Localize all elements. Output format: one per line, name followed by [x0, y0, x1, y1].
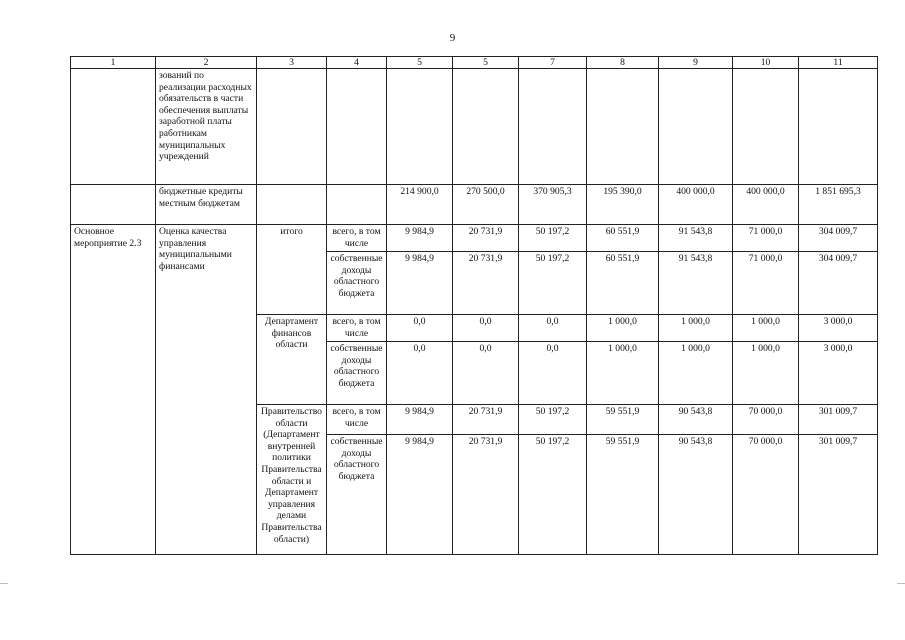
- column-header: 11: [799, 57, 878, 69]
- table-cell: [453, 69, 519, 185]
- value-cell: 71 000,0: [733, 252, 799, 315]
- value-cell: 90 543,8: [659, 435, 733, 555]
- value-cell: 0,0: [519, 342, 587, 405]
- value-cell: 20 731,9: [453, 405, 519, 435]
- table-cell: [257, 69, 327, 185]
- funding-source: собственные доходы областного бюджета: [327, 342, 387, 405]
- value-cell: 0,0: [519, 315, 587, 342]
- value-cell: 1 000,0: [733, 342, 799, 405]
- value-cell: 70 000,0: [733, 405, 799, 435]
- value-cell: 1 000,0: [659, 342, 733, 405]
- scan-edge-mark: [0, 583, 8, 584]
- column-header: 5: [453, 57, 519, 69]
- value-cell: 0,0: [387, 315, 453, 342]
- column-number-row: [71, 57, 878, 69]
- value-cell: 304 009,7: [799, 252, 878, 315]
- value-cell: 1 000,0: [587, 315, 659, 342]
- value-cell: 9 984,9: [387, 435, 453, 555]
- budget-table: [70, 56, 878, 555]
- value-cell: 91 543,8: [659, 225, 733, 252]
- value-cell: 9 984,9: [387, 225, 453, 252]
- value-cell: 0,0: [453, 315, 519, 342]
- value-cell: 59 551,9: [587, 435, 659, 555]
- value-cell: 20 731,9: [453, 435, 519, 555]
- value-cell: 400 000,0: [733, 185, 799, 225]
- table-cell: [71, 69, 156, 185]
- column-header: 3: [257, 57, 327, 69]
- table-cell: [587, 69, 659, 185]
- column-header: 1: [71, 57, 156, 69]
- value-cell: 304 009,7: [799, 225, 878, 252]
- page-number: 9: [449, 32, 456, 44]
- value-cell: 59 551,9: [587, 405, 659, 435]
- value-cell: 3 000,0: [799, 315, 878, 342]
- funding-source: всего, в том числе: [327, 315, 387, 342]
- value-cell: 0,0: [453, 342, 519, 405]
- column-header: 7: [519, 57, 587, 69]
- value-cell: 1 000,0: [733, 315, 799, 342]
- table-cell: [799, 69, 878, 185]
- table-row: [71, 185, 878, 225]
- value-cell: 90 543,8: [659, 405, 733, 435]
- executor-cell: Департамент финансов области: [257, 315, 327, 405]
- value-cell: 9 984,9: [387, 405, 453, 435]
- value-cell: 71 000,0: [733, 225, 799, 252]
- executor-cell: Правительство области (Департамент внутренней политики Правительства области и Департамент управления делами Правительства области): [257, 405, 327, 555]
- value-cell: 400 000,0: [659, 185, 733, 225]
- value-cell: 50 197,2: [519, 435, 587, 555]
- value-cell: 214 900,0: [387, 185, 453, 225]
- value-cell: 60 551,9: [587, 252, 659, 315]
- table-cell: [257, 185, 327, 225]
- executor-cell: итого: [257, 225, 327, 315]
- funding-source: собственные доходы областного бюджета: [327, 252, 387, 315]
- table-cell: [387, 69, 453, 185]
- expense-description: бюджетные кредиты местным бюджетам: [156, 185, 257, 225]
- column-header: 9: [659, 57, 733, 69]
- value-cell: 301 009,7: [799, 435, 878, 555]
- value-cell: 1 000,0: [659, 315, 733, 342]
- column-header: 5: [387, 57, 453, 69]
- table-cell: [327, 69, 387, 185]
- value-cell: 20 731,9: [453, 225, 519, 252]
- table-cell: [733, 69, 799, 185]
- value-cell: 270 500,0: [453, 185, 519, 225]
- value-cell: 195 390,0: [587, 185, 659, 225]
- value-cell: 301 009,7: [799, 405, 878, 435]
- funding-source: всего, в том числе: [327, 405, 387, 435]
- value-cell: 70 000,0: [733, 435, 799, 555]
- table-cell: [659, 69, 733, 185]
- column-header: 10: [733, 57, 799, 69]
- value-cell: 20 731,9: [453, 252, 519, 315]
- value-cell: 91 543,8: [659, 252, 733, 315]
- value-cell: 1 000,0: [587, 342, 659, 405]
- value-cell: 50 197,2: [519, 252, 587, 315]
- table-row: [71, 69, 878, 185]
- table-row: [71, 225, 878, 252]
- column-header: 8: [587, 57, 659, 69]
- value-cell: 60 551,9: [587, 225, 659, 252]
- column-header: 4: [327, 57, 387, 69]
- funding-source: собственные доходы областного бюджета: [327, 435, 387, 555]
- scan-edge-mark: [897, 583, 905, 584]
- value-cell: 50 197,2: [519, 225, 587, 252]
- table-cell: [327, 185, 387, 225]
- table-cell: [71, 185, 156, 225]
- activity-description: Оценка качества управления муниципальными финансами: [156, 225, 257, 555]
- value-cell: 50 197,2: [519, 405, 587, 435]
- value-cell: 3 000,0: [799, 342, 878, 405]
- value-cell: 370 905,3: [519, 185, 587, 225]
- funding-source: всего, в том числе: [327, 225, 387, 252]
- table-cell: [519, 69, 587, 185]
- value-cell: 1 851 695,3: [799, 185, 878, 225]
- column-header: 2: [156, 57, 257, 69]
- expense-description: зований по реализации расходных обязательств в части обеспечения выплаты заработной платы работникам муниципальных учреждений: [156, 69, 257, 185]
- value-cell: 0,0: [387, 342, 453, 405]
- activity-name: Основное мероприятие 2.3: [71, 225, 156, 555]
- value-cell: 9 984,9: [387, 252, 453, 315]
